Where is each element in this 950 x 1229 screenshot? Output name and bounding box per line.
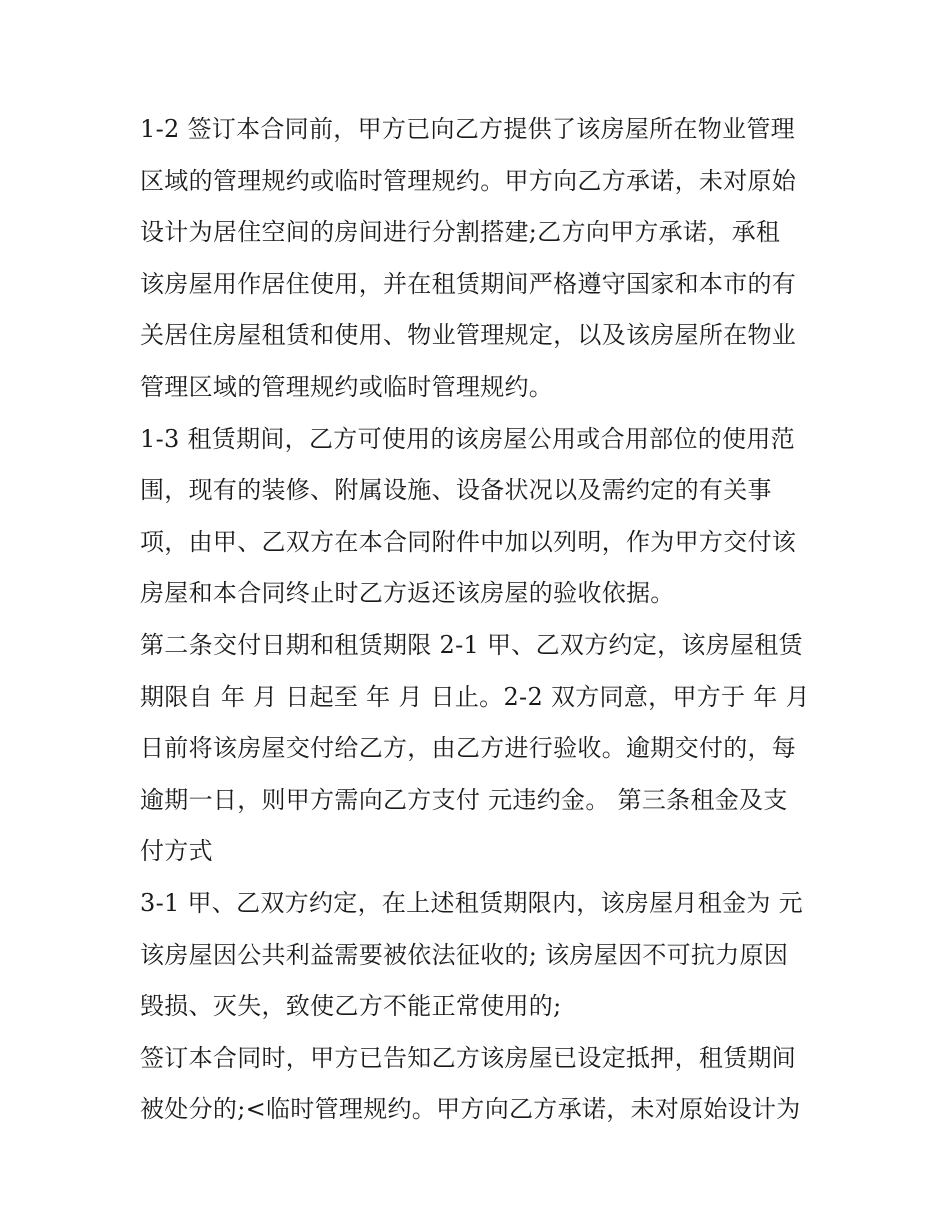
text-line: 1-3 租赁期间，乙方可使用的该房屋公用或合用部位的使用范 xyxy=(140,424,795,453)
text-line: 被处分的;<临时管理规约。甲方向乙方承诺，未对原始设计为 xyxy=(140,1095,801,1124)
text-line: 房屋和本合同终止时乙方返还该房屋的验收依据。 xyxy=(140,579,675,608)
text-line: 付方式 xyxy=(140,837,213,866)
text-line: 区域的管理规约或临时管理规约。甲方向乙方承诺，未对原始 xyxy=(140,166,797,195)
text-line: 3-1 甲、乙双方约定，在上述租赁期限内，该房屋月租金为 元 xyxy=(140,888,803,917)
text-line: 第二条交付日期和租赁期限 2-1 甲、乙双方约定，该房屋租赁 xyxy=(140,630,803,659)
text-line: 关居住房屋租赁和使用、物业管理规定，以及该房屋所在物业 xyxy=(140,321,797,350)
text-line: 逾期一日，则甲方需向乙方支付 元违约金。 第三条租金及支 xyxy=(140,785,788,814)
text-line: 项，由甲、乙双方在本合同附件中加以列明，作为甲方交付该 xyxy=(140,527,797,556)
text-line: 围，现有的装修、附属设施、设备状况以及需约定的有关事 xyxy=(140,476,772,505)
text-line: 1-2 签订本合同前，甲方已向乙方提供了该房屋所在物业管理 xyxy=(140,115,795,143)
text-line: 该房屋用作居住使用，并在租赁期间严格遵守国家和本市的有 xyxy=(140,269,797,298)
text-line: 管理区域的管理规约或临时管理规约。 xyxy=(140,372,554,401)
text-line: 签订本合同时，甲方已告知乙方该房屋已设定抵押，租赁期间 xyxy=(140,1043,797,1072)
document-body xyxy=(140,104,820,1136)
text-line: 设计为居住空间的房间进行分割搭建;乙方向甲方承诺，承租 xyxy=(140,218,781,247)
text-line: 期限自 年 月 日起至 年 月 日止。2-2 双方同意，甲方于 年 月 xyxy=(140,682,810,711)
text-line: 日前将该房屋交付给乙方，由乙方进行验收。逾期交付的，每 xyxy=(140,734,797,763)
text-line: 毁损、灭失，致使乙方不能正常使用的; xyxy=(140,992,562,1021)
text-line: 该房屋因公共利益需要被依法征收的; 该房屋因不可抗力原因 xyxy=(140,940,789,969)
